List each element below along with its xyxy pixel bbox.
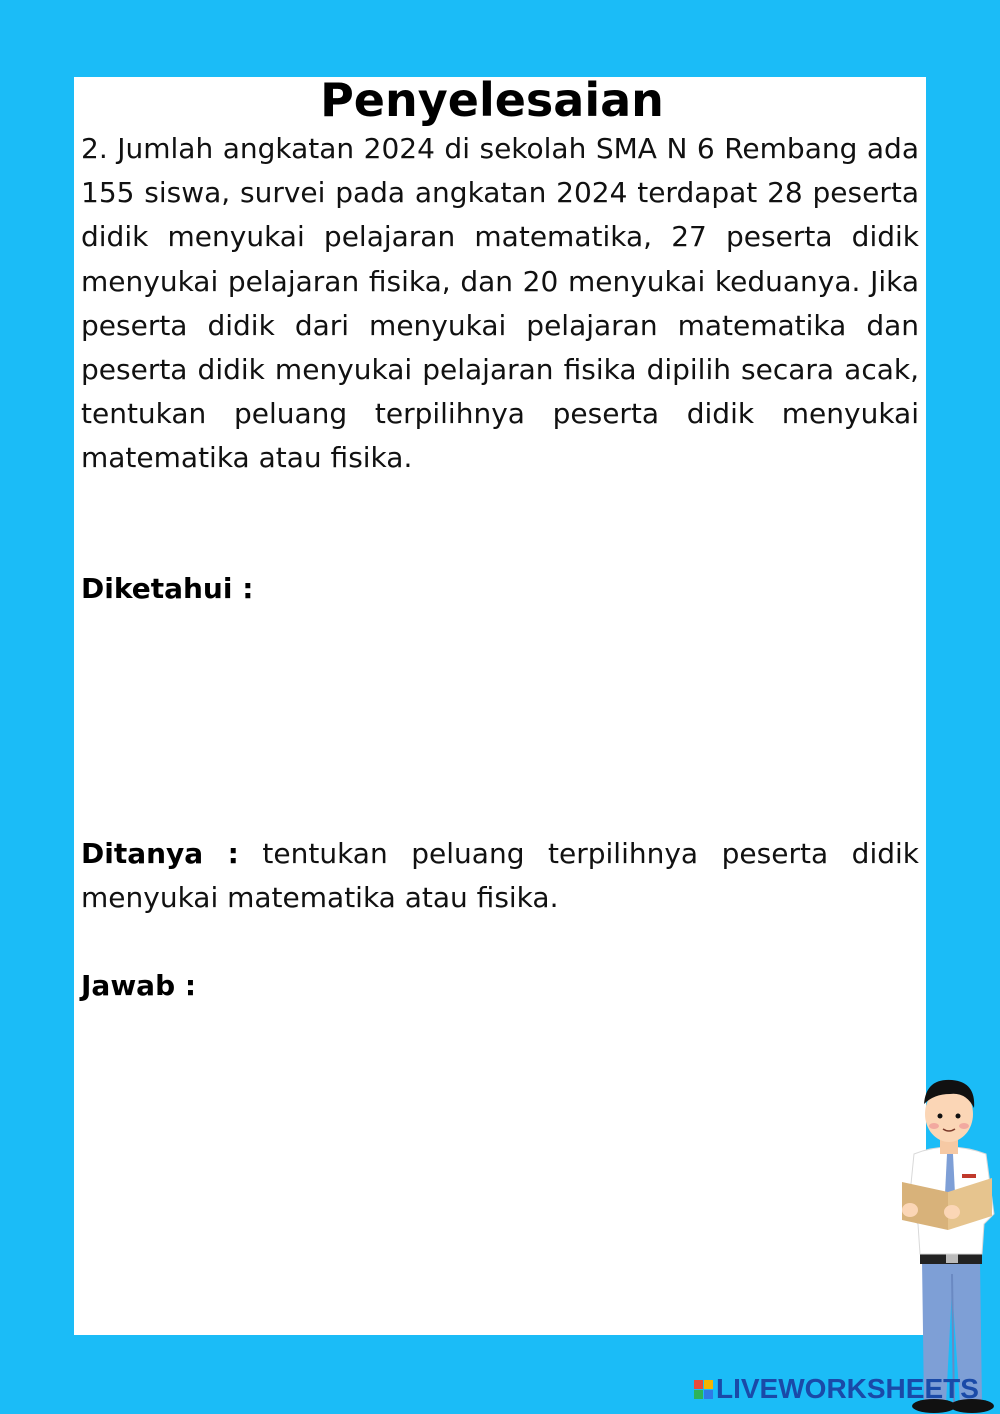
page-title: Penyelesaian [320, 73, 664, 127]
liveworksheets-logo [694, 1374, 979, 1404]
liveworksheets-wordmark: LIVEWORKSHEETS [716, 1373, 979, 1404]
ditanya-label: Ditanya : [81, 837, 239, 870]
diketahui-label: Diketahui : [81, 572, 254, 605]
live-icon [694, 1380, 713, 1399]
jawab-section [81, 964, 196, 1008]
jawab-label: Jawab : [81, 969, 197, 1002]
ditanya-section [81, 832, 919, 920]
ditanya-text: tentukan peluang terpilihnya peserta didik menyukai matematika atau fisika. [81, 837, 919, 914]
student-illustration [894, 1074, 1000, 1414]
question-text: 2. Jumlah angkatan 2024 di sekolah SMA N 6 Rembang ada 155 siswa, survei pada angkatan 2024 terdapat 28 peserta didik menyukai pelajaran matematika, 27 peserta didik menyukai pelajaran fisika, dan 20 menyukai keduanya. Jika peserta didik dari menyukai pelajaran matematika dan peserta didik menyukai pelajaran fisika dipilih secara acak, tentukan peluang terpilihnya peserta didik menyukai matematika atau fisika. [81, 132, 919, 475]
diketahui-section [81, 567, 253, 611]
